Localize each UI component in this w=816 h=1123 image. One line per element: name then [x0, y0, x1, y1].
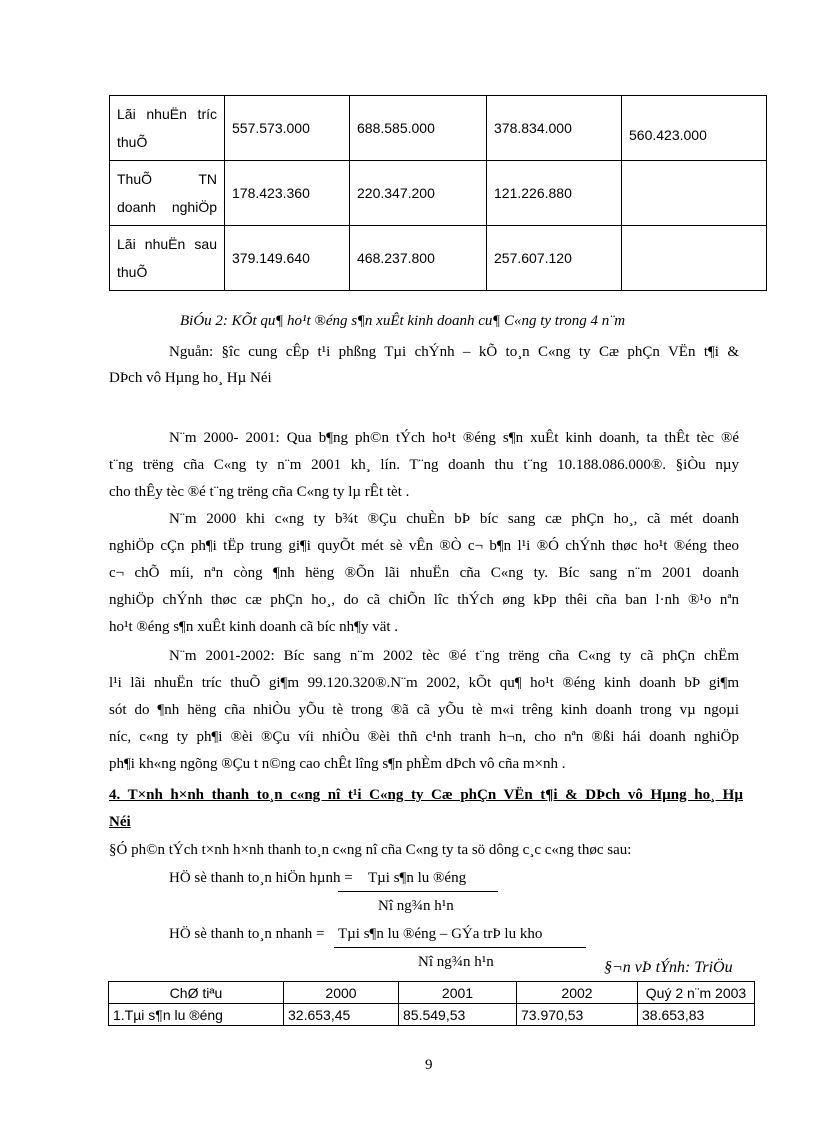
cell-2001: 468.237.800 [350, 226, 487, 291]
column-header: Quý 2 n¨m 2003 [638, 982, 755, 1004]
unit-label: §¬n vÞ tÝnh: TriÖu [604, 959, 733, 976]
cell-value: 38.653,83 [638, 1004, 755, 1026]
column-header: 2002 [517, 982, 638, 1004]
row-label: Lãi nhuËn tríc thuÕ [110, 96, 225, 161]
formula-2-numerator: Tµi s¶n lu ®éng – GÝa trÞ lu kho [338, 926, 543, 942]
cell-2002: 121.226.880 [487, 161, 622, 226]
formula-2-denominator: Nî ng¾n h¹n [418, 954, 494, 970]
page-number: 9 [425, 1057, 433, 1073]
column-header: 2000 [284, 982, 399, 1004]
paragraph-line: cho thÊy tèc ®é t¨ng trëng cña C«ng ty lµ rÊt tèt . [109, 484, 410, 500]
table-row [110, 161, 767, 226]
paragraph-line: t¨ng trëng cña C«ng ty n¨m 2001 kh¸ lín. T¨ng doanh thu t¨ng 10.188.086.000®. §iÒu nµy [109, 457, 739, 473]
cell-2000: 178.423.360 [225, 161, 350, 226]
paragraph-line: c¬ chÕ míi, nªn còng ¶nh hëng ®Õn lãi nhuËn cña C«ng ty. Bíc sang n¨m 2001 doanh [109, 565, 739, 581]
cell-2003: 560.423.000 [622, 96, 767, 161]
cell-2001: 220.347.200 [350, 161, 487, 226]
cell-2003 [622, 226, 767, 291]
table-header-row [109, 982, 755, 1004]
cell-2002: 257.607.120 [487, 226, 622, 291]
table-caption: BiÓu 2: KÕt qu¶ ho¹t ®éng s¶n xuÊt kinh doanh cu¶ C«ng ty trong 4 n¨m [180, 313, 626, 329]
cell-value: 73.970,53 [517, 1004, 638, 1026]
row-label: 1.Tµi s¶n lu ®éng [109, 1004, 284, 1026]
formula-2-fraction-bar [334, 947, 586, 948]
cell-2000: 379.149.640 [225, 226, 350, 291]
section-heading-line-2: Néi [109, 814, 131, 830]
formula-2-lhs: HÖ sè thanh to¸n nhanh = [169, 926, 325, 942]
row-label: Lãi nhuËn sau thuÕ [110, 226, 225, 291]
formula-1-numerator: Tµi s¶n lu ®éng [368, 870, 467, 886]
paragraph-line: nghiÖp chÝnh thøc cæ phÇn ho¸, do cã chiÕn lîc thÝch øng kÞp thêi cña ban l·nh ®¹o nªn [109, 592, 739, 608]
cell-value: 85.549,53 [399, 1004, 517, 1026]
paragraph-line: l¹i lãi nhuËn tríc thuÕ gi¶m 99.120.320®.N¨m 2002, kÕt qu¶ ho¹t ®éng kinh doanh bÞ gi¶m [109, 675, 739, 691]
cell-2001: 688.585.000 [350, 96, 487, 161]
table-row [110, 96, 767, 161]
column-header: 2001 [399, 982, 517, 1004]
paragraph-line: N¨m 2001-2002: Bíc sang n¨m 2002 tèc ®é t¨ng trëng cña C«ng ty cã phÇn chËm [169, 648, 739, 664]
formula-1-denominator: Nî ng¾n h¹n [378, 898, 454, 914]
paragraph-line: nghiÖp cÇn ph¶i tËp trung gi¶i quyÕt mét sè vÊn ®Ò c¬ b¶n l¹i ®Ó chÝnh thøc ho¹t ®éng theo [109, 538, 739, 554]
row-label: ThuÕ TN doanh nghiÖp [110, 161, 225, 226]
intro-text: §Ó ph©n tÝch t×nh h×nh thanh to¸n c«ng nî cña C«ng ty ta sö dông c¸c c«ng thøc sau: [109, 842, 632, 858]
table-row [109, 1004, 755, 1026]
paragraph-line: N¨m 2000- 2001: Qua b¶ng ph©n tÝch ho¹t ®éng s¶n xuÊt kinh doanh, ta thÊt tèc ®é [169, 430, 739, 446]
cell-2003 [622, 161, 767, 226]
liquidity-table [108, 981, 755, 1026]
paragraph-line: ph¶i kh«ng ngõng ®Çu t n©ng cao chÊt lîng s¶n phÈm dÞch vô cña m×nh . [109, 756, 566, 772]
paragraph-line: N¨m 2000 khi c«ng ty b¾t ®Çu chuÈn bÞ bíc sang cæ phÇn ho¸, cã mét doanh [169, 511, 739, 527]
paragraph-line: sót do ¶nh hëng cña nhiÒu yÕu tè trong ®ã cã yÕu tè m«i trêng kinh doanh trong vµ ngoµi [109, 702, 739, 718]
paragraph-line: níc, c«ng ty ph¶i ®èi ®Çu víi nhiÒu ®èi thñ c¹nh tranh h¬n, cho nªn ®ßi hái doanh nghiÖp [109, 729, 739, 745]
cell-value: 32.653,45 [284, 1004, 399, 1026]
cell-2000: 557.573.000 [225, 96, 350, 161]
source-line-1: Nguån: §îc cung cÊp t¹i phßng Tµi chÝnh – kÕ to¸n C«ng ty Cæ phÇn VËn t¶i & [169, 344, 739, 360]
formula-1-fraction-bar [338, 891, 498, 892]
table-row [110, 226, 767, 291]
formula-1-lhs: HÖ sè thanh to¸n hiÖn hµnh = [169, 870, 353, 886]
section-heading-line-1: 4. T×nh h×nh thanh to¸n c«ng nî t¹i C«ng ty Cæ phÇn VËn t¶i & DÞch vô Hµng ho¸ Hµ [109, 787, 743, 803]
column-header: ChØ tiªu [109, 982, 284, 1004]
paragraph-line: ho¹t ®éng s¶n xuÊt kinh doanh cã bíc nh¶y vät . [109, 619, 399, 635]
results-table [109, 95, 767, 291]
source-line-2: DÞch vô Hµng ho¸ Hµ Néi [109, 370, 272, 386]
cell-2002: 378.834.000 [487, 96, 622, 161]
